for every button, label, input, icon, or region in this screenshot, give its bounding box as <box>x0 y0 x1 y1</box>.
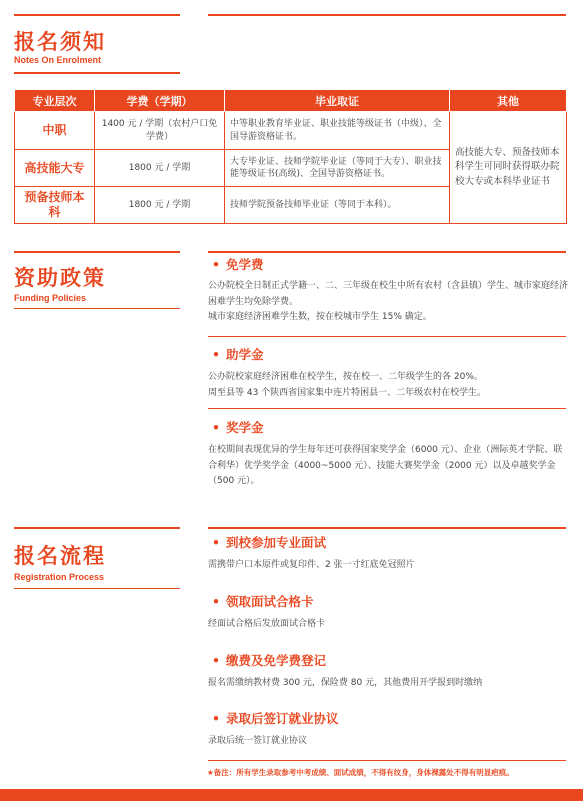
funding-text-grant: 公办院校家庭经济困难在校学生，按在校一、二年级学生的各 20%。 周至县等 43 个陕西省国家集中连片特困县一、二年级农村在校学生。 <box>208 372 487 398</box>
registration-rule <box>14 588 180 589</box>
funding-rule-top-right <box>208 251 566 253</box>
funding-head-grant: • 助学金 <box>212 347 264 362</box>
enrolment-rule <box>14 72 180 74</box>
note-divider <box>208 760 566 761</box>
row-cert: 中等职业教育毕业证、职业技能等级证书（中级）、全国导游资格证书。 <box>225 112 450 150</box>
header-fee: 学费（学期） <box>95 90 225 112</box>
row-level: 预备技师本科 <box>15 187 95 224</box>
funding-subtitle: Funding Policies <box>14 293 87 303</box>
row-fee: 1400 元 / 学期（农村户口免学费） <box>95 112 225 150</box>
header-level: 专业层次 <box>15 90 95 112</box>
enrolment-title: 报名须知 <box>14 30 106 54</box>
registration-title: 报名流程 <box>14 544 106 568</box>
step-head-3: • 缴费及免学费登记 <box>212 653 327 668</box>
table-header-row <box>15 90 567 112</box>
footnote: ★备注：所有学生录取参考中考成绩、面试成绩，不得有纹身，身体裸露处不得有明显疤痕。 <box>207 768 514 777</box>
step-head-2: • 领取面试合格卡 <box>212 594 314 609</box>
step-text-3: 报名需缴纳教材费 300 元，保险费 80 元，其他费用开学报到时缴纳 <box>208 678 483 688</box>
row-level: 中职 <box>15 112 95 150</box>
row-cert: 技师学院预备技师毕业证（等同于本科）。 <box>225 187 450 224</box>
divider-1 <box>208 336 566 337</box>
funding-head-tuition: • 免学费 <box>212 257 264 272</box>
reg-rule-top-left <box>14 527 180 529</box>
funding-title: 资助政策 <box>14 266 106 290</box>
top-rule-left <box>14 14 180 16</box>
table-row <box>15 112 567 150</box>
header-cert: 毕业取证 <box>225 90 450 112</box>
row-fee: 1800 元 / 学期 <box>95 150 225 187</box>
reg-rule-top-right <box>208 527 566 529</box>
step-head-4: • 录取后签订就业协议 <box>212 711 339 726</box>
funding-text-tuition: 公办院校全日制正式学籍一、二、三年级在校生中所有农村（含县镇）学生、城市家庭经济困难学生均免除学费。 城市家庭经济困难学生数，按在校城市学生 15% 确定。 <box>208 281 569 322</box>
funding-rule <box>14 308 180 309</box>
funding-head-scholarship: • 奖学金 <box>212 420 264 435</box>
top-rule-right <box>208 14 566 16</box>
step-head-1: • 到校参加专业面试 <box>212 535 327 550</box>
funding-text-scholarship: 在校期间表现优异的学生每年还可获得国家奖学金（6000 元）、企业（洲际英才学院、联合利华）优学奖学金（4000~5000 元）、技能大赛奖学金（2000 元）以及卓越奖学金（500 元）。 <box>208 445 563 486</box>
bottom-bar <box>0 789 583 801</box>
row-fee: 1800 元 / 学期 <box>95 187 225 224</box>
step-text-4: 录取后统一签订就业协议 <box>208 736 308 746</box>
row-level: 高技能大专 <box>15 150 95 187</box>
fee-table <box>14 89 567 224</box>
header-other: 其他 <box>450 90 567 112</box>
step-text-1: 需携带户口本原件或复印件、2 张一寸红底免冠照片 <box>208 560 415 570</box>
divider-2 <box>208 408 566 409</box>
row-cert: 大专毕业证、技师学院毕业证（等同于大专）、职业技能等级证书(高级)、全国导游资格证书。 <box>225 150 450 187</box>
funding-rule-top-left <box>14 251 180 253</box>
registration-subtitle: Registration Process <box>14 572 105 582</box>
other-cell: 高技能大专、预备技师本科学生可同时获得联办院校大专或本科毕业证书 <box>450 112 567 224</box>
step-text-2: 经面试合格后发放面试合格卡 <box>208 619 326 629</box>
enrolment-subtitle: Notes On Enrolment <box>14 55 102 65</box>
